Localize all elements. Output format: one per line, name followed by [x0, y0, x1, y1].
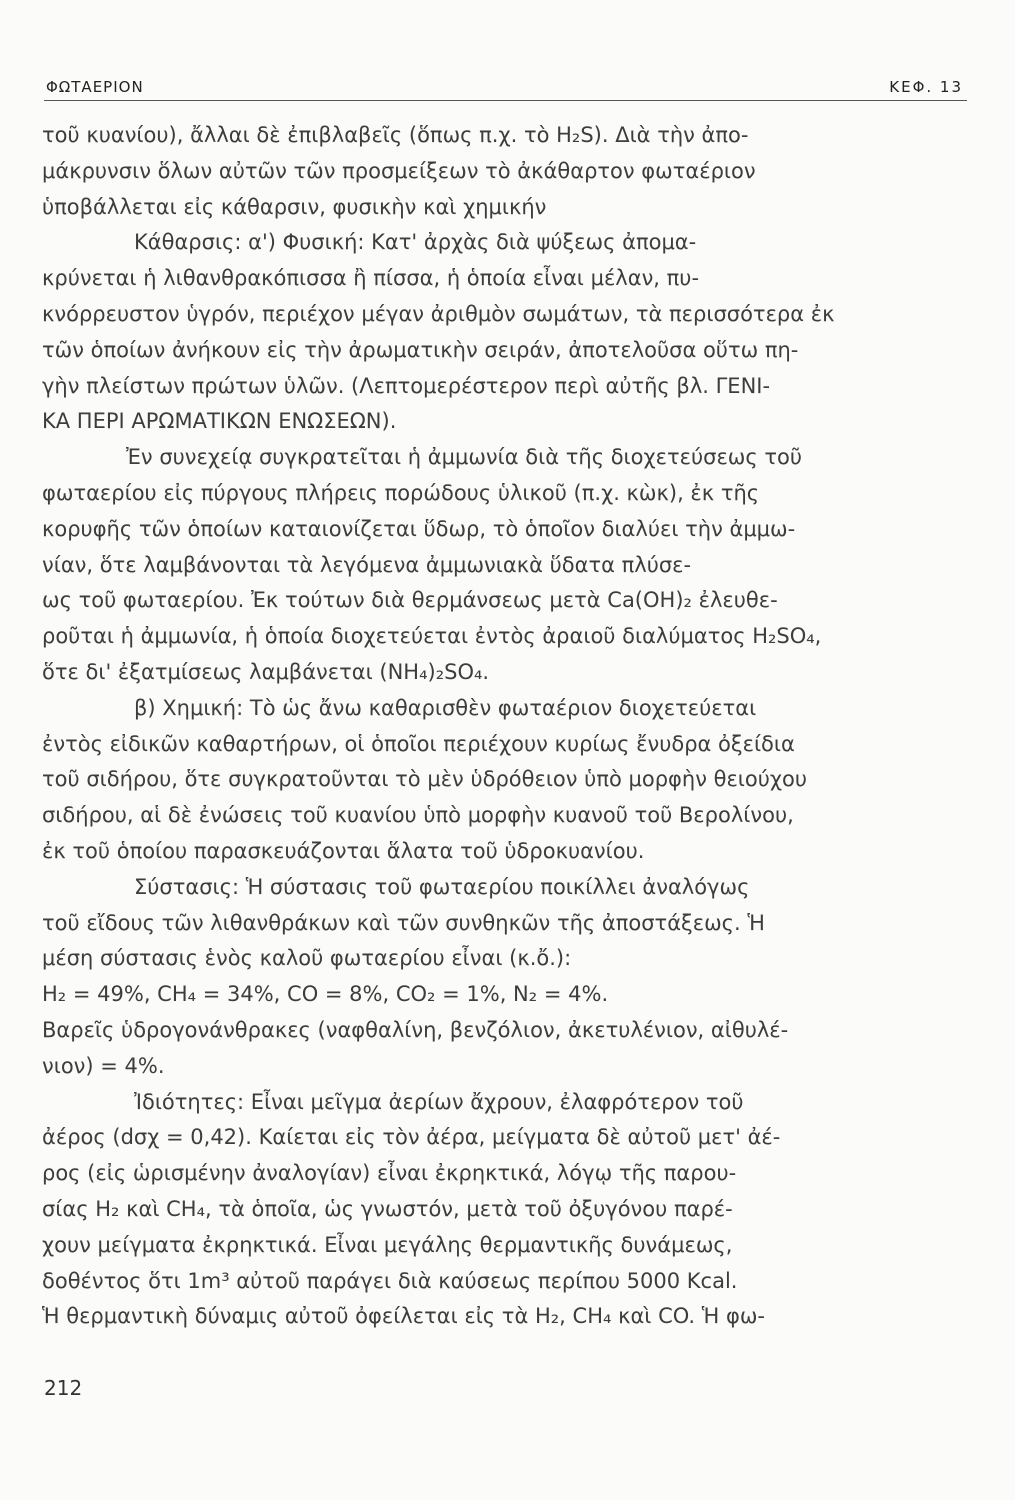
text-line: κνόρρευστον ὑγρόν, περιέχον μέγαν ἀριθμὸν σωμάτων, τὰ περισσότερα ἐκ [42, 301, 835, 326]
paragraph-start-line: Ἐν συνεχείᾳ συγκρατεῖται ἡ ἀμμωνία διὰ τῆς διοχετεύσεως τοῦ [126, 445, 803, 470]
section-heading-line: β) Χημική: Τὸ ὡς ἄνω καθαρισθὲν φωταέριον διοχετεύεται [134, 695, 757, 720]
text-line: κορυφῆς τῶν ὁποίων καταιονίζεται ὕδωρ, τὸ ὁποῖον διαλύει τὴν ἀμμω- [42, 516, 796, 541]
text-line: ροῦται ἡ ἀμμωνία, ἡ ὁποία διοχετεύεται ἐντὸς ἀραιοῦ διαλύματος H₂SO₄, [42, 624, 822, 649]
text-line: τῶν ὁποίων ἀνήκουν εἰς τὴν ἀρωματικὴν σειράν, ἀποτελοῦσα οὕτω πη- [42, 337, 799, 362]
composition-line: H₂ = 49%, CH₄ = 34%, CO = 8%, CO₂ = 1%, N₂ = 4%. [42, 982, 609, 1007]
text-line: γὴν πλείστων πρώτων ὑλῶν. (Λεπτομερέστερον περὶ αὐτῆς βλ. ΓΕΝΙ- [42, 373, 771, 398]
running-title: ΦΩΤΑΕΡΙΟΝ [46, 78, 144, 96]
body-text [42, 118, 974, 1335]
text-line: σιδήρου, αἱ δὲ ἐνώσεις τοῦ κυανίου ὑπὸ μορφὴν κυανοῦ τοῦ Βερολίνου, [42, 803, 794, 828]
text-line: τοῦ εἴδους τῶν λιθανθράκων καὶ τῶν συνθηκῶν τῆς ἀποστάξεως. Ἡ [42, 910, 765, 935]
text-line: ὅτε δι' ἐξατμίσεως λαμβάνεται (NH₄)₂SO₄. [42, 659, 490, 684]
text-line: τοῦ κυανίου), ἄλλαι δὲ ἐπιβλαβεῖς (ὅπως π.χ. τὸ H₂S). Διὰ τὴν ἀπο- [42, 123, 749, 147]
text-line: ΚΑ ΠΕΡΙ ΑΡΩΜΑΤΙΚΩΝ ΕΝΩΣΕΩΝ). [42, 409, 397, 434]
text-line: χουν μείγματα ἐκρηκτικά. Εἶναι μεγάλης θερμαντικῆς δυνάμεως, [42, 1232, 733, 1257]
text-line: κρύνεται ἡ λιθανθρακόπισσα ἢ πίσσα, ἡ ὁποία εἶναι μέλαν, πυ- [42, 266, 700, 291]
text-line: σίας H₂ καὶ CH₄, τὰ ὁποῖα, ὡς γνωστόν, μετὰ τοῦ ὀξυγόνου παρέ- [42, 1196, 733, 1221]
text-line: ἐντὸς εἰδικῶν καθαρτήρων, οἱ ὁποῖοι περιέχουν κυρίως ἔνυδρα ὀξείδια [42, 731, 795, 756]
text-line: δοθέντος ὅτι 1m³ αὐτοῦ παράγει διὰ καύσεως περίπου 5000 Kcal. [42, 1268, 738, 1293]
text-line: μάκρυνσιν ὅλων αὐτῶν τῶν προσμείξεων τὸ ἀκάθαρτον φωταέριον [42, 158, 756, 183]
section-heading-line: Ἰδιότητες: Εἶναι μεῖγμα ἀερίων ἄχρουν, ἐλαφρότερον τοῦ [134, 1089, 744, 1114]
text-line: ως τοῦ φωταερίου. Ἐκ τούτων διὰ θερμάνσεως μετὰ Ca(OH)₂ ἐλευθε- [42, 588, 778, 613]
text-line: Ἡ θερμαντικὴ δύναμις αὐτοῦ ὀφείλεται εἰς τὰ H₂, CH₄ καὶ CO. Ἡ φω- [42, 1304, 766, 1329]
text-line: ἐκ τοῦ ὁποίου παρασκευάζονται ἅλατα τοῦ ὑδροκυανίου. [42, 838, 645, 863]
text-line: μέση σύστασις ἑνὸς καλοῦ φωταερίου εἶναι (κ.ὄ.): [42, 946, 572, 971]
text-line: ἀέρος (dσχ = 0,42). Καίεται εἰς τὸν ἀέρα, μείγματα δὲ αὐτοῦ μετ' ἀέ- [42, 1125, 781, 1150]
header-rule [44, 100, 967, 101]
text-line: φωταερίου εἰς πύργους πλήρεις πορώδους ὑλικοῦ (π.χ. κὼκ), ἐκ τῆς [42, 480, 760, 505]
text-line: νιον) = 4%. [42, 1053, 165, 1078]
text-line: νίαν, ὅτε λαμβάνονται τὰ λεγόμενα ἀμμωνιακὰ ὕδατα πλύσε- [42, 552, 692, 577]
text-line: ὑποβάλλεται εἰς κάθαρσιν, φυσικὴν καὶ χημικήν [42, 194, 547, 219]
page-number: 212 [44, 1376, 83, 1400]
text-line: Βαρεῖς ὑδρογονάνθρακες (ναφθαλίνη, βενζόλιον, ἀκετυλένιον, αἰθυλέ- [42, 1017, 789, 1042]
section-heading-line: Σύστασις: Ἡ σύστασις τοῦ φωταερίου ποικίλλει ἀναλόγως [134, 874, 750, 899]
text-line: ρος (εἰς ὡρισμένην ἀναλογίαν) εἶναι ἐκρηκτικά, λόγῳ τῆς παρου- [42, 1161, 737, 1186]
chapter-label: ΚΕΦ. 13 [889, 78, 963, 96]
text-line: τοῦ σιδήρου, ὅτε συγκρατοῦνται τὸ μὲν ὑδρόθειον ὑπὸ μορφὴν θειούχου [42, 767, 808, 792]
section-heading-line: Κάθαρσις: α') Φυσική: Κατ' ἀρχὰς διὰ ψύξεως ἀπομα- [134, 230, 697, 255]
